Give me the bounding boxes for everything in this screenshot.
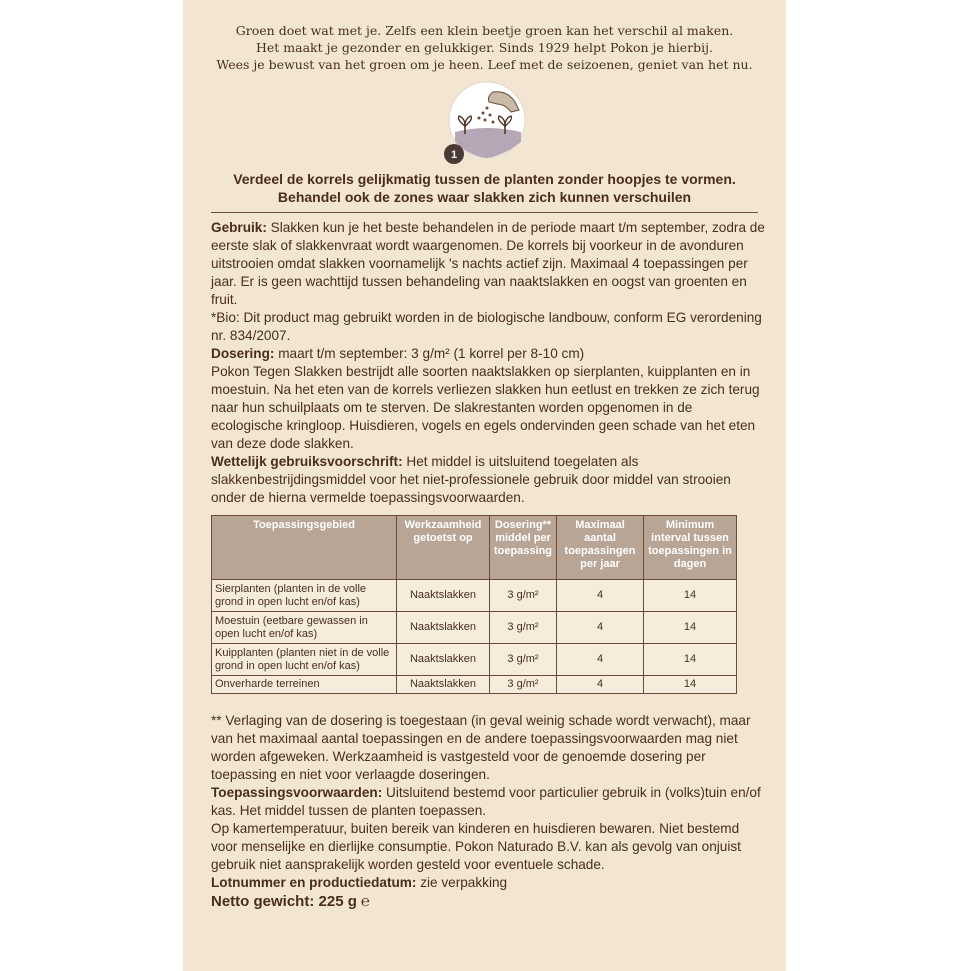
- net-weight: [211, 892, 766, 912]
- step-number: 1: [450, 149, 458, 161]
- table-cell: 4: [557, 580, 644, 612]
- table-cell: 14: [644, 580, 737, 612]
- intro-line-3: Wees je bewust van het groen om je heen. Leef met de seizoenen, geniet van het nu.: [216, 57, 753, 72]
- table-header: Toepassingsgebied: [212, 516, 397, 580]
- dosage-label: Dosering:: [211, 346, 275, 361]
- usage-text: Slakken kun je het beste behandelen in de periode maart t/m september, zodra de eerste slak of slakkenvraat wordt waargenomen. De korrels bij voorkeur in de avonduren uitstrooien omdat slakken voornamelijk 's nachts actief zijn. Maximaal 4 toepassingen per jaar. Er is geen wachttijd tussen behandeling van naaktslakken en oogst van groenten en fruit.: [211, 220, 765, 307]
- table-cell: 3 g/m²: [490, 612, 557, 644]
- usage-section: [211, 219, 766, 507]
- application-table: [211, 515, 737, 694]
- table-cell: Onverharde terreinen: [212, 676, 397, 694]
- table-header: Werkzaamheid getoetst op: [397, 516, 490, 580]
- footnote: ** Verlaging van de dosering is toegestaan (in geval weinig schade wordt verwacht), maar van het maximaal aantal toepassingen en de andere toepassingsvoorwaarden mag niet worden afgeweken. Werkzaamheid is vastgesteld voor de genoemde dosering per toepassing en niet voor verlaagde doseringen.: [211, 713, 751, 782]
- table-cell: 4: [557, 612, 644, 644]
- table-header: Maximaal aantal toepassingen per jaar: [557, 516, 644, 580]
- step-line-2: Behandel ook de zones waar slakken zich kunnen verschuilen: [277, 189, 692, 205]
- table-header-row: [212, 516, 737, 580]
- table-cell: Naaktslakken: [397, 612, 490, 644]
- dosage-paragraph: [211, 345, 766, 363]
- table-cell: 14: [644, 644, 737, 676]
- table-cell: 3 g/m²: [490, 644, 557, 676]
- lot-text: zie verpakking: [416, 875, 508, 890]
- conditions-paragraph: [211, 784, 766, 820]
- conditions-label: Toepassingsvoorwaarden:: [211, 785, 383, 800]
- table-row: [212, 644, 737, 676]
- intro-text: [183, 22, 786, 73]
- usage-paragraph: [211, 219, 766, 309]
- table-cell: Naaktslakken: [397, 676, 490, 694]
- product-label: [183, 0, 786, 971]
- sowing-granules-icon: [441, 80, 527, 166]
- lot-paragraph: [211, 874, 766, 892]
- table-cell: Moestuin (eetbare gewassen in open lucht en/of kas): [212, 612, 397, 644]
- table-header: Minimum interval tussen toepassingen in dagen: [644, 516, 737, 580]
- table-row: [212, 612, 737, 644]
- table-cell: 4: [557, 644, 644, 676]
- table-cell: 14: [644, 676, 737, 694]
- lot-label: Lotnummer en productiedatum:: [211, 875, 417, 890]
- table-row: [212, 580, 737, 612]
- usage-label: Gebruik:: [211, 220, 267, 235]
- conditions-text: Uitsluitend bestemd voor particulier gebruik in (volks)tuin en/of kas. Het middel tussen de planten toepassen.: [211, 785, 761, 818]
- legal-text: Het middel is uitsluitend toegelaten als slakkenbestrijdingsmiddel voor het niet-professionele gebruik door middel van strooien onder de hierna vermelde toepassingsvoorwaarden.: [211, 454, 731, 505]
- net-label: Netto gewicht:: [211, 893, 315, 910]
- legal-paragraph: [211, 453, 766, 507]
- conditions-section: [211, 712, 766, 912]
- step-line-1: Verdeel de korrels gelijkmatig tussen de planten zonder hoopjes te vormen.: [233, 171, 736, 187]
- estimated-sign-icon: ℮: [361, 893, 371, 910]
- intro-line-1: Groen doet wat met je. Zelfs een klein beetje groen kan het verschil al maken.: [235, 23, 734, 38]
- step-instruction: [183, 170, 786, 206]
- table-row: [212, 676, 737, 694]
- table-cell: 14: [644, 612, 737, 644]
- divider: [211, 212, 758, 213]
- dosage-description: Pokon Tegen Slakken bestrijdt alle soorten naaktslakken op sierplanten, kuipplanten en in moestuin. Na het eten van de korrels verliezen slakken hun eetlust en trekken ze zich terug naar hun schuilplaats om te sterven. De slakrestanten worden opgenomen in de ecologische kringloop. Huisdieren, vogels en egels ondervinden geen schade van het eten van deze dode slakken.: [211, 364, 760, 451]
- table-cell: Naaktslakken: [397, 644, 490, 676]
- table-header: Dosering** middel per toepassing: [490, 516, 557, 580]
- net-value: 225 g: [314, 893, 357, 910]
- legal-label: Wettelijk gebruiksvoorschrift:: [211, 454, 403, 469]
- bio-note: *Bio: Dit product mag gebruikt worden in de biologische landbouw, conform EG verordening nr. 834/2007.: [211, 310, 762, 343]
- table-cell: Naaktslakken: [397, 580, 490, 612]
- table-cell: Sierplanten (planten in de volle grond in open lucht en/of kas): [212, 580, 397, 612]
- table-cell: Kuipplanten (planten niet in de volle grond in open lucht en/of kas): [212, 644, 397, 676]
- dosage-text: maart t/m september: 3 g/m² (1 korrel per 8-10 cm): [274, 346, 585, 361]
- storage-text: Op kamertemperatuur, buiten bereik van kinderen en huisdieren bewaren. Niet bestemd voor menselijke en dierlijke consumptie. Pokon Naturado B.V. kan als gevolg van onjuist gebruik niet aansprakelijk worden gesteld voor eventuele schade.: [211, 821, 741, 872]
- table-cell: 3 g/m²: [490, 676, 557, 694]
- intro-line-2: Het maakt je gezonder en gelukkiger. Sinds 1929 helpt Pokon je hierbij.: [255, 40, 714, 55]
- table-cell: 4: [557, 676, 644, 694]
- table-cell: 3 g/m²: [490, 580, 557, 612]
